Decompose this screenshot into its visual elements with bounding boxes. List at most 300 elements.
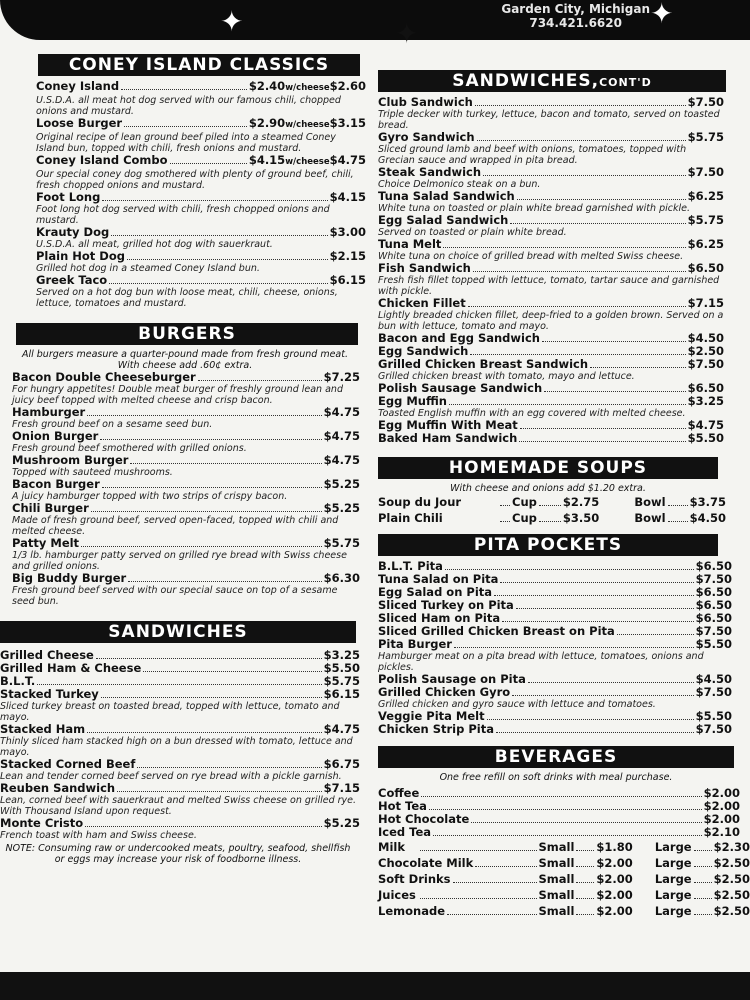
beverage-large-price: $2.50: [713, 904, 750, 918]
dot-leader: [512, 695, 693, 696]
menu-item: [12, 430, 360, 454]
dot-leader: [468, 306, 686, 307]
menu-item-row: [378, 262, 724, 275]
menu-item-desc: Triple decker with turkey, lettuce, bacon and tomato, served on toasted bread.: [378, 109, 720, 131]
dot-leader: [127, 259, 328, 260]
menu-item-row: [12, 430, 360, 443]
menu-item-name: Mushroom Burger: [12, 453, 129, 467]
dot-leader: [102, 487, 322, 488]
dot-leader: [590, 367, 686, 368]
dot-leader: [453, 882, 537, 883]
menu-item-name: Egg Muffin With Meat: [378, 418, 518, 432]
dot-leader: [100, 439, 321, 440]
beverage-name: Juices: [378, 888, 416, 902]
menu-item-desc: White tuna on toasted or plain white bread garnished with pickle.: [378, 203, 690, 214]
menu-item-row: [378, 238, 724, 251]
menu-item: [378, 432, 724, 445]
menu-item-desc: Fresh ground beef served with our special sauce on top of a sesame seed bun.: [12, 585, 338, 607]
menu-item-price: $7.15: [687, 296, 724, 310]
dot-leader: [576, 866, 594, 867]
dot-leader: [694, 866, 712, 867]
menu-item-price: $5.50: [695, 637, 732, 651]
dot-leader: [576, 898, 594, 899]
section-header-sandwiches-contd: [378, 70, 726, 92]
menu-item: [378, 686, 732, 710]
menu-item-row: [378, 297, 724, 310]
menu-item-price: $7.50: [687, 95, 724, 109]
menu-item: [0, 688, 360, 723]
beverage-small-label: Small: [538, 840, 575, 854]
menu-bottom-band: [0, 972, 750, 1000]
menu-item-name: Sliced Ham on Pita: [378, 611, 501, 625]
menu-item-name: Greek Taco: [36, 273, 108, 287]
menu-item-name: Coffee: [378, 786, 420, 800]
menu-item: [12, 454, 360, 478]
menu-item-desc: Fresh ground beef on a sesame seed bun.: [12, 419, 213, 430]
menu-item-name: Patty Melt: [12, 536, 80, 550]
dot-leader: [576, 882, 594, 883]
dot-leader: [117, 791, 322, 792]
beverage-large-price: $2.50: [713, 888, 750, 902]
menu-item-name: Stacked Ham: [0, 722, 86, 736]
menu-item-name: Coney Island Combo: [36, 153, 168, 167]
menu-item-name: Onion Burger: [12, 429, 99, 443]
dot-leader: [539, 521, 561, 522]
beverage-sized-row: [378, 903, 750, 919]
dot-leader: [542, 341, 686, 342]
soup-bowl-price: $4.50: [689, 511, 726, 525]
menu-item-desc: French toast with ham and Swiss cheese.: [0, 830, 197, 841]
menu-item-name: Grilled Chicken Gyro: [378, 685, 511, 699]
dot-leader: [137, 767, 321, 768]
soup-bowl-label: Bowl: [634, 511, 666, 525]
menu-item: [378, 297, 724, 332]
dot-leader: [502, 621, 694, 622]
beverage-small-price: $2.00: [596, 856, 633, 870]
dot-leader: [96, 658, 322, 659]
menu-item-name: Krauty Dog: [36, 225, 110, 239]
dot-leader: [130, 463, 321, 464]
menu-item-price: $5.25: [323, 477, 360, 491]
beverage-name: Chocolate Milk: [378, 856, 474, 870]
menu-item-price: $2.00: [703, 812, 740, 826]
menu-item-price: $2.90: [248, 116, 286, 130]
menu-item-desc: Grilled chicken breast with tomato, mayo and lettuce.: [378, 371, 635, 382]
soup-bowl-price: $3.75: [689, 495, 726, 509]
menu-item-price: $3.00: [329, 225, 366, 239]
menu-item-name: Steak Sandwich: [378, 165, 482, 179]
menu-item-price: $4.50: [687, 331, 724, 345]
dot-leader: [471, 822, 701, 823]
dot-leader: [576, 914, 594, 915]
sandwiches-list: [0, 649, 360, 841]
menu-item-row: [378, 358, 724, 371]
dot-leader: [510, 223, 685, 224]
menu-item: [378, 358, 724, 382]
menu-item-row: [378, 395, 724, 408]
dot-leader: [420, 850, 537, 851]
dot-leader: [477, 140, 686, 141]
dot-leader: [475, 866, 536, 867]
star-icon: ✦: [650, 0, 674, 30]
dot-leader: [170, 163, 247, 164]
dot-leader: [447, 914, 537, 915]
menu-item-desc: Foot long hot dog served with chili, fresh chopped onions and mustard.: [36, 204, 330, 226]
dot-leader: [101, 697, 322, 698]
menu-item: [378, 190, 724, 214]
menu-item-price: $6.50: [695, 611, 732, 625]
menu-top-banner: [0, 0, 750, 40]
menu-item-name: Hamburger: [12, 405, 86, 419]
menu-item: [378, 166, 724, 190]
menu-item-row: [36, 274, 366, 287]
menu-item: [378, 395, 724, 419]
burgers-intro: All burgers measure a quarter-pound made from fresh ground meat. With cheese add .60¢ extra.: [21, 349, 348, 371]
menu-item: [12, 502, 360, 537]
menu-item-price: $4.75: [323, 453, 360, 467]
menu-item-desc: Thinly sliced ham stacked high on a bun dressed with tomato, lettuce and mayo.: [0, 736, 353, 758]
sandwiches-contd-title: SANDWICHES,: [452, 71, 600, 91]
menu-item-row: [378, 166, 724, 179]
section-header-soups: HOMEMADE SOUPS: [378, 457, 718, 479]
menu-item-name: Sliced Turkey on Pita: [378, 598, 514, 612]
soups-intro: With cheese and onions add $1.20 extra.: [450, 483, 646, 494]
menu-item-name: Loose Burger: [36, 116, 123, 130]
menu-item-name: Egg Muffin: [378, 394, 447, 408]
menu-item-price: $7.50: [687, 357, 724, 371]
menu-item: [378, 638, 732, 673]
menu-item: [378, 813, 740, 826]
soup-cup-price: $2.75: [562, 495, 600, 509]
left-column: [0, 48, 366, 865]
menu-item-name: Egg Sandwich: [378, 344, 469, 358]
dot-leader: [694, 914, 712, 915]
menu-item-row: [12, 371, 360, 384]
menu-item-desc: Lightly breaded chicken fillet, deep-fried to a golden brown. Served on a bun with lettuce, tomato and mayo.: [378, 310, 724, 332]
burgers-list: [12, 371, 360, 607]
menu-item-row: [12, 572, 360, 585]
menu-item-price: $6.25: [687, 189, 724, 203]
menu-item-price: $5.50: [323, 661, 360, 675]
menu-item-price: $7.50: [687, 165, 724, 179]
menu-item-desc: Topped with sauteed mushrooms.: [12, 467, 173, 478]
menu-item-name: Bacon Double Cheeseburger: [12, 370, 196, 384]
menu-item: [378, 131, 724, 166]
menu-item-price: $5.25: [323, 501, 360, 515]
menu-item-name: Sliced Grilled Chicken Breast on Pita: [378, 624, 615, 638]
menu-item-name: Polish Sausage on Pita: [378, 672, 526, 686]
beverage-large-label: Large: [654, 888, 692, 902]
dot-leader: [539, 505, 561, 506]
menu-item-desc: 1/3 lb. hamburger patty served on grilled rye bread with Swiss cheese and grilled onions.: [12, 550, 347, 572]
dot-leader: [121, 89, 247, 90]
menu-item-desc: Sliced ground lamb and beef with onions, tomatoes, topped with Grecian sauce and wrapped in pita bread.: [378, 144, 687, 166]
menu-item-row: [12, 502, 360, 515]
soup-cup-price: $3.50: [562, 511, 600, 525]
menu-item: [36, 191, 366, 226]
dot-leader: [470, 354, 685, 355]
beverage-large-price: $2.50: [713, 872, 750, 886]
menu-item: [378, 723, 732, 736]
dot-leader: [124, 126, 247, 127]
menu-item-desc: Grilled hot dog in a steamed Coney Island bun.: [36, 263, 260, 274]
dot-leader: [111, 235, 327, 236]
dot-leader: [528, 682, 694, 683]
menu-item-desc: Fresh fish fillet topped with lettuce, tomato, tartar sauce and garnished with pickle.: [378, 275, 720, 297]
dot-leader: [454, 647, 694, 648]
menu-item-desc: Served on toasted or plain white bread.: [378, 227, 567, 238]
menu-item-name: Gyro Sandwich: [378, 130, 475, 144]
dot-leader: [576, 850, 594, 851]
menu-item-row: [378, 131, 724, 144]
beverage-large-price: $2.30: [713, 840, 750, 854]
dot-leader: [483, 175, 686, 176]
dot-leader: [500, 505, 510, 506]
menu-item-name: Monte Cristo: [0, 816, 84, 830]
menu-item-desc: Lean, corned beef with sauerkraut and melted Swiss cheese on grilled rye. With Thousand Island upon request.: [0, 795, 357, 817]
menu-item-price: $4.75: [323, 405, 360, 419]
beverage-large-label: Large: [654, 904, 692, 918]
dot-leader: [694, 850, 712, 851]
beverage-small-price: $1.80: [596, 840, 633, 854]
dot-leader: [668, 521, 688, 522]
menu-item-row: [378, 787, 740, 800]
menu-item-price: $2.50: [687, 344, 724, 358]
beverage-small-price: $2.00: [596, 904, 633, 918]
menu-item: [36, 250, 366, 274]
soup-name: Plain Chili: [378, 511, 443, 525]
beverage-sized-row: [378, 839, 750, 855]
menu-item-price-2: $3.15: [329, 116, 366, 130]
section-header-sandwiches: SANDWICHES: [0, 621, 356, 643]
menu-item-name: Grilled Chicken Breast Sandwich: [378, 357, 589, 371]
menu-item: [12, 478, 360, 502]
menu-item-name: Plain Hot Dog: [36, 249, 125, 263]
menu-item-price: $6.15: [323, 687, 360, 701]
beverage-small-price: $2.00: [596, 872, 633, 886]
menu-item: [0, 782, 360, 817]
section-header-pita: PITA POCKETS: [378, 534, 718, 556]
dot-leader: [500, 521, 510, 522]
beverage-name: Milk: [378, 840, 405, 854]
dot-leader: [143, 671, 321, 672]
menu-item: [36, 274, 366, 309]
beverages-sized-list: [378, 839, 750, 919]
menu-item-name: Tuna Melt: [378, 237, 442, 251]
menu-item-price: $7.15: [323, 781, 360, 795]
dot-leader: [617, 634, 694, 635]
dot-leader: [420, 898, 537, 899]
dot-leader: [429, 809, 702, 810]
menu-item-name: Grilled Ham & Cheese: [0, 661, 142, 675]
menu-item-desc: Lean and tender corned beef served on rye bread with a pickle garnish.: [0, 771, 342, 782]
menu-item-row: [12, 406, 360, 419]
menu-item-price: $5.50: [687, 431, 724, 445]
menu-item-price: $4.15: [248, 153, 286, 167]
menu-item-row: [36, 226, 366, 239]
dot-leader: [496, 732, 694, 733]
sandwiches-contd-list: [378, 96, 724, 445]
menu-item-price: $7.50: [695, 685, 732, 699]
menu-item: [36, 226, 366, 250]
dot-leader: [694, 882, 712, 883]
dot-leader: [87, 732, 322, 733]
menu-item: [12, 406, 360, 430]
menu-item-name: Reuben Sandwich: [0, 781, 116, 795]
menu-item-row: [36, 80, 366, 95]
menu-item-price: $2.40: [248, 79, 286, 93]
dot-leader: [520, 428, 686, 429]
menu-item-desc: For hungry appetites! Double meat burger of freshly ground lean and juicy beef topped with melted cheese and crisp bacon.: [12, 384, 343, 406]
menu-item: [0, 817, 360, 841]
menu-item: [0, 662, 360, 675]
menu-item-price: $7.50: [695, 572, 732, 586]
dot-leader: [487, 719, 694, 720]
menu-item-price-2: $4.75: [329, 153, 366, 167]
menu-item-name: Veggie Pita Melt: [378, 709, 485, 723]
menu-item-desc: U.S.D.A. all meat, grilled hot dog with sauerkraut.: [36, 239, 273, 250]
dot-leader: [433, 835, 702, 836]
menu-item-desc: U.S.D.A. all meat hot dog served with our famous chili, chopped onions and mustard.: [36, 95, 341, 117]
dot-leader: [102, 200, 327, 201]
dot-leader: [37, 684, 321, 685]
dot-leader: [517, 199, 686, 200]
soup-row: [378, 510, 726, 526]
menu-item-name: B.L.T.: [0, 674, 36, 688]
menu-item-row: [378, 826, 740, 839]
menu-item-row: [36, 154, 366, 169]
menu-item-price: $2.00: [703, 786, 740, 800]
menu-item-name: Coney Island: [36, 79, 120, 93]
menu-item-desc: Grilled chicken and gyro sauce with lettuce and tomatoes.: [378, 699, 656, 710]
menu-item-name: Tuna Salad Sandwich: [378, 189, 515, 203]
menu-item-row: [0, 662, 360, 675]
menu-item-price: $4.75: [323, 722, 360, 736]
menu-item: [378, 96, 724, 131]
menu-item-desc: Hamburger meat on a pita bread with lettuce, tomatoes, onions and pickles.: [378, 651, 704, 673]
dot-leader: [519, 441, 685, 442]
menu-item-price: $4.50: [695, 672, 732, 686]
menu-item-price-2: $2.60: [329, 79, 366, 93]
menu-item-name: Bacon and Egg Sandwich: [378, 331, 540, 345]
dot-leader: [473, 271, 686, 272]
menu-item-name: Chicken Strip Pita: [378, 722, 494, 736]
star-icon: ✦: [395, 17, 419, 50]
beverage-sized-row: [378, 855, 750, 871]
menu-item-name: Chili Burger: [12, 501, 89, 515]
menu-item-price: $4.15: [329, 190, 366, 204]
dot-leader: [85, 826, 321, 827]
menu-item-price: $6.25: [687, 237, 724, 251]
menu-item-desc: A juicy hamburger topped with two strips of crispy bacon.: [12, 491, 288, 502]
menu-item-price: $5.75: [687, 213, 724, 227]
menu-item-name: Foot Long: [36, 190, 101, 204]
menu-item-row: [12, 537, 360, 550]
menu-item-name: Egg Salad on Pita: [378, 585, 493, 599]
menu-item-desc: Sliced turkey breast on toasted bread, topped with lettuce, tomato and mayo.: [0, 701, 340, 723]
menu-item-desc: Toasted English muffin with an egg covered with melted cheese.: [378, 408, 686, 419]
menu-item-row: [36, 191, 366, 204]
menu-item-row: [0, 817, 360, 830]
dot-leader: [421, 796, 701, 797]
menu-item: [378, 238, 724, 262]
dot-leader: [694, 898, 712, 899]
dot-leader: [128, 581, 321, 582]
menu-item-row: [378, 190, 724, 203]
menu-item-row: [378, 432, 724, 445]
menu-item-price: $6.30: [323, 571, 360, 585]
menu-item-price: $6.15: [329, 273, 366, 287]
menu-item-name: Egg Salad Sandwich: [378, 213, 509, 227]
menu-item-price: $5.75: [323, 674, 360, 688]
menu-item-price: $6.50: [695, 585, 732, 599]
dot-leader: [445, 569, 694, 570]
menu-item-row: [36, 250, 366, 263]
menu-item-row: [0, 758, 360, 771]
section-header-coney: CONEY ISLAND CLASSICS: [38, 54, 360, 76]
menu-item: [378, 262, 724, 297]
menu-item-name: B.L.T. Pita: [378, 559, 443, 573]
menu-item-price: $3.25: [323, 648, 360, 662]
menu-item: [378, 787, 740, 800]
menu-item-name: Hot Chocolate: [378, 812, 470, 826]
dot-leader: [475, 105, 686, 106]
dot-leader: [544, 391, 685, 392]
menu-item-row: [12, 478, 360, 491]
menu-item-price: $2.15: [329, 249, 366, 263]
menu-item-row: [0, 723, 360, 736]
right-column: [378, 48, 750, 919]
beverage-large-label: Large: [654, 856, 692, 870]
beverage-small-label: Small: [538, 904, 575, 918]
menu-item-desc: Fresh ground beef smothered with grilled onions.: [12, 443, 247, 454]
soup-bowl-label: Bowl: [634, 495, 666, 509]
beverage-sized-row: [378, 887, 750, 903]
food-safety-notice: NOTE: Consuming raw or undercooked meats, poultry, seafood, shellfish or eggs may increase your risk of foodborne illness.: [5, 843, 351, 865]
menu-item-name: Baked Ham Sandwich: [378, 431, 518, 445]
beverages-list: [378, 787, 740, 839]
menu-item-name: Tuna Salad on Pita: [378, 572, 499, 586]
beverage-small-label: Small: [538, 872, 575, 886]
menu-item: [36, 80, 366, 117]
phone-text: 734.421.6620: [529, 16, 622, 30]
menu-item-name: Big Buddy Burger: [12, 571, 127, 585]
menu-item-desc: White tuna on choice of grilled bread with melted Swiss cheese.: [378, 251, 684, 262]
menu-item-price: $3.25: [687, 394, 724, 408]
menu-item-row: [0, 782, 360, 795]
dot-leader: [516, 608, 694, 609]
beverages-intro: One free refill on soft drinks with meal purchase.: [439, 772, 673, 783]
menu-item-desc: Choice Delmonico steak on a bun.: [378, 179, 541, 190]
menu-item-name: Stacked Corned Beef: [0, 757, 136, 771]
menu-item: [36, 154, 366, 191]
menu-item-price: $7.50: [695, 624, 732, 638]
menu-item: [0, 723, 360, 758]
pita-list: [378, 560, 732, 736]
dot-leader: [81, 546, 322, 547]
beverage-small-price: $2.00: [596, 888, 633, 902]
menu-item-price: $5.50: [695, 709, 732, 723]
soup-cup-label: Cup: [512, 495, 537, 509]
menu-item-row: [378, 638, 732, 651]
menu-item-price: $6.50: [695, 598, 732, 612]
dot-leader: [494, 595, 694, 596]
menu-item-price: $5.25: [323, 816, 360, 830]
menu-item-desc: Made of fresh ground beef, served open-faced, topped with chili and melted cheese.: [12, 515, 339, 537]
menu-item-name: Polish Sausage Sandwich: [378, 381, 543, 395]
menu-item-name: Fish Sandwich: [378, 261, 471, 275]
beverage-small-label: Small: [538, 888, 575, 902]
